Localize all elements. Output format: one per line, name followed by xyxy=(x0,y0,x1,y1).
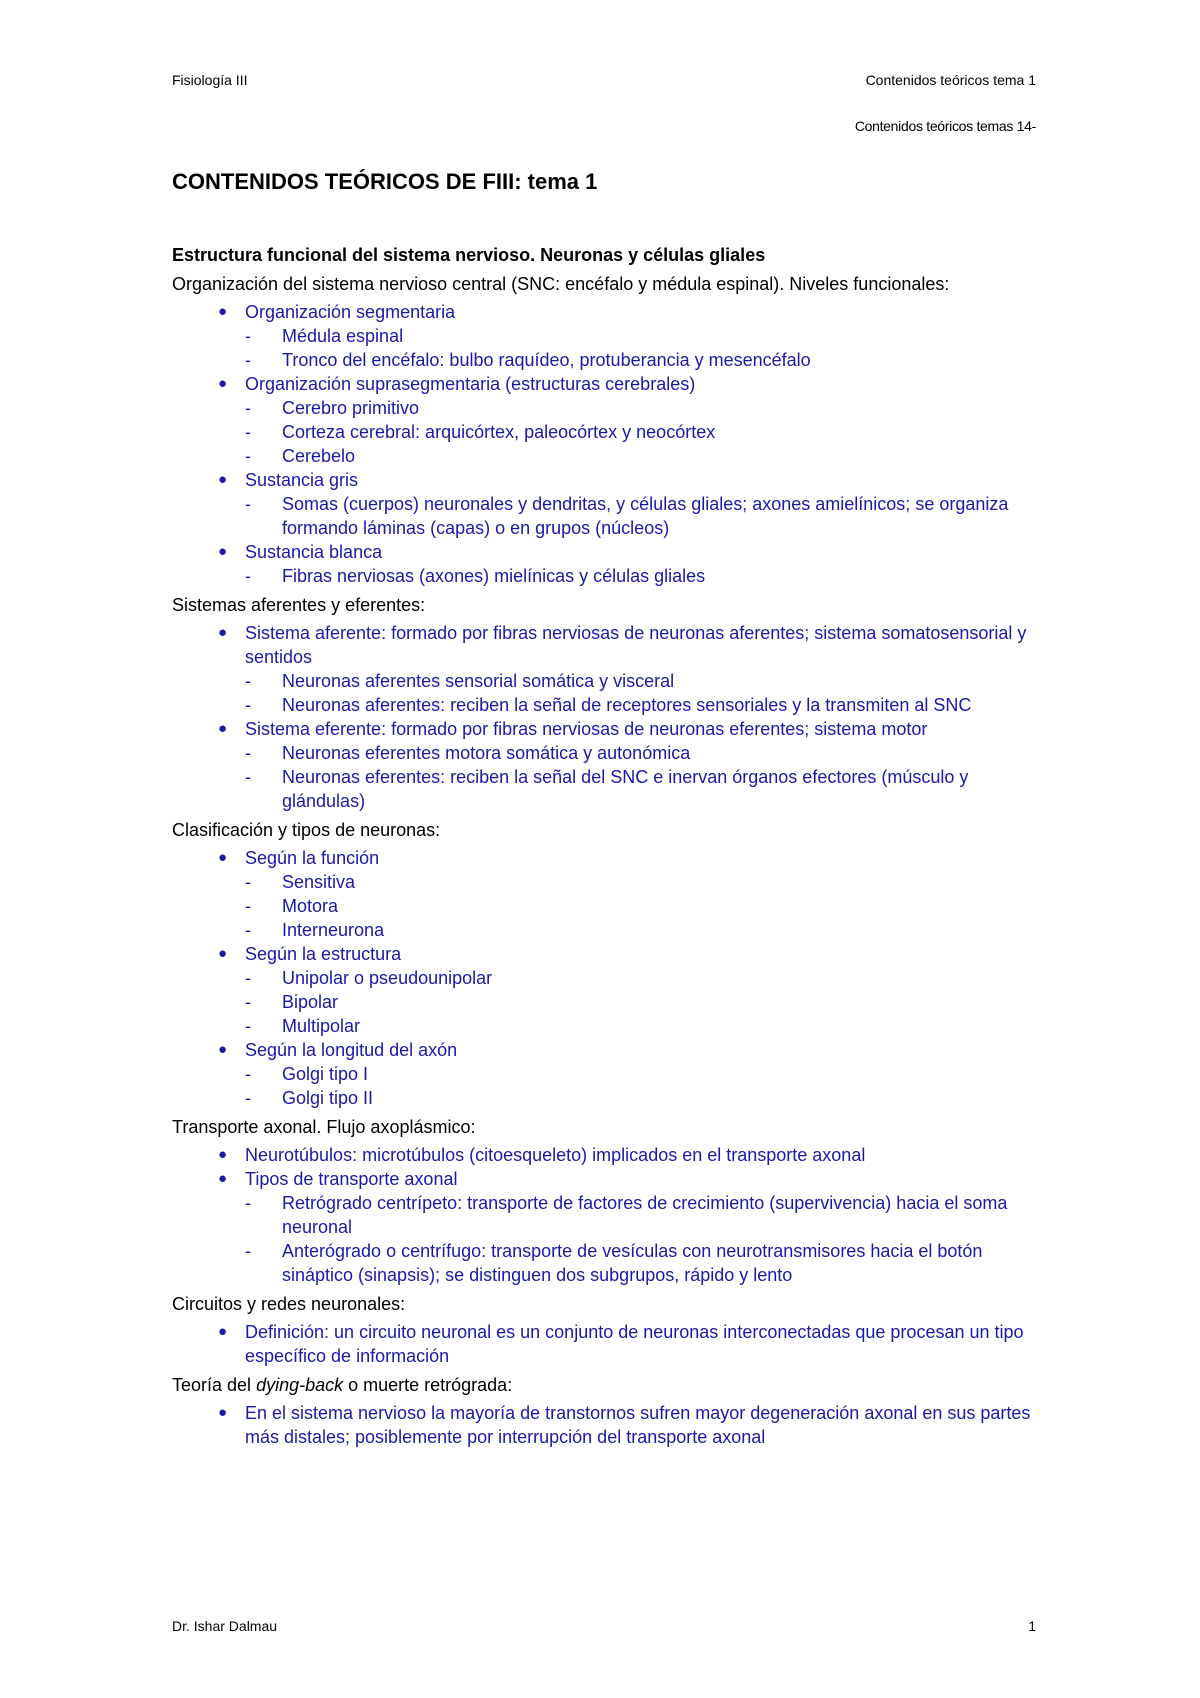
sub-list-item xyxy=(245,990,1034,1014)
sub-list-item xyxy=(245,348,1034,372)
list-item-text: Organización suprasegmentaria (estructuras cerebrales) xyxy=(245,374,696,394)
sub-list-item-text: Neuronas eferentes: reciben la señal del SNC e inervan órganos efectores (músculo y glándulas) xyxy=(282,767,969,811)
list-item xyxy=(172,846,1034,942)
topic-group xyxy=(172,593,1034,813)
list-item xyxy=(172,717,1034,813)
dash-icon: - xyxy=(245,1241,251,1261)
bullet-icon: ● xyxy=(218,1170,228,1187)
sub-list-item-text: Golgi tipo II xyxy=(282,1088,374,1108)
document-body xyxy=(172,168,1034,1449)
dash-icon: - xyxy=(245,1088,251,1108)
list-item-text: En el sistema nervioso la mayoría de transtornos sufren mayor degeneración axonal en sus partes más distales; posiblemente por interrupción del transporte axonal xyxy=(245,1403,1031,1447)
sub-list-item xyxy=(245,966,1034,990)
sub-list xyxy=(245,564,1034,588)
sub-list-item xyxy=(245,564,1034,588)
list-item-text: Sistema eferente: formado por fibras nerviosas de neuronas eferentes; sistema motor xyxy=(245,719,928,739)
page-title: CONTENIDOS TEÓRICOS DE FIII: tema 1 xyxy=(172,169,598,194)
topic-group xyxy=(172,818,1034,1110)
sub-list-item xyxy=(245,693,1034,717)
dash-icon: - xyxy=(245,326,251,346)
bullet-list xyxy=(172,621,1034,813)
footer-author: Dr. Ishar Dalmau xyxy=(172,1618,278,1634)
topic-group xyxy=(172,1292,1034,1368)
bullet-icon: ● xyxy=(218,1404,228,1421)
dash-icon: - xyxy=(245,671,251,691)
sub-list-item-text: Tronco del encéfalo: bulbo raquídeo, protuberancia y mesencéfalo xyxy=(282,350,811,370)
sub-list-item xyxy=(245,396,1034,420)
bullet-icon: ● xyxy=(218,849,228,866)
list-item xyxy=(172,1401,1034,1449)
dash-icon: - xyxy=(245,1064,251,1084)
list-item xyxy=(172,372,1034,468)
sub-list-item-text: Corteza cerebral: arquicórtex, paleocórtex y neocórtex xyxy=(282,422,716,442)
group-title-emphasis: dying-back xyxy=(256,1375,344,1395)
sub-list xyxy=(245,1062,1034,1110)
bullet-icon: ● xyxy=(218,471,228,488)
sub-list-item-text: Sensitiva xyxy=(282,872,356,892)
dash-icon: - xyxy=(245,350,251,370)
dash-icon: - xyxy=(245,920,251,940)
dash-icon: - xyxy=(245,566,251,586)
sub-list-item xyxy=(245,870,1034,894)
list-item-text: Tipos de transporte axonal xyxy=(245,1169,458,1189)
sub-list-item xyxy=(245,894,1034,918)
sub-list-item-text: Médula espinal xyxy=(282,326,404,346)
bullet-list xyxy=(172,1320,1034,1368)
topic-group xyxy=(172,1373,1034,1449)
sub-list-item xyxy=(245,420,1034,444)
sub-list-item xyxy=(245,1239,1034,1287)
dash-icon: - xyxy=(245,695,251,715)
list-item-text: Según la función xyxy=(245,848,380,868)
sub-list-item-text: Fibras nerviosas (axones) mielínicas y células gliales xyxy=(282,566,706,586)
sub-list xyxy=(245,396,1034,468)
topic-group xyxy=(172,300,1034,588)
dash-icon: - xyxy=(245,398,251,418)
bullet-icon: ● xyxy=(218,720,228,737)
sub-list-item xyxy=(245,1062,1034,1086)
list-item-text: Según la longitud del axón xyxy=(245,1040,458,1060)
dash-icon: - xyxy=(245,743,251,763)
sub-list-item xyxy=(245,324,1034,348)
group-title: Clasificación y tipos de neuronas: xyxy=(172,820,441,840)
group-title: Sistemas aferentes y eferentes: xyxy=(172,595,426,615)
sub-list-item-text: Neuronas eferentes motora somática y autonómica xyxy=(282,743,691,763)
sub-list-item xyxy=(245,492,1034,540)
list-item xyxy=(172,1038,1034,1110)
list-item xyxy=(172,300,1034,372)
sub-list-item-text: Neuronas aferentes: reciben la señal de receptores sensoriales y la transmiten al SNC xyxy=(282,695,972,715)
bullet-list xyxy=(172,1143,1034,1287)
dash-icon: - xyxy=(245,872,251,892)
dash-icon: - xyxy=(245,446,251,466)
header-left: Fisiología III xyxy=(172,72,248,88)
list-item xyxy=(172,621,1034,717)
dash-icon: - xyxy=(245,1193,251,1213)
sub-list xyxy=(245,1191,1034,1287)
sub-list-item xyxy=(245,765,1034,813)
sub-list-item-text: Interneurona xyxy=(282,920,385,940)
sub-list-item-text: Unipolar o pseudounipolar xyxy=(282,968,493,988)
sub-list-item xyxy=(245,444,1034,468)
bullet-icon: ● xyxy=(218,303,228,320)
section-title: Estructura funcional del sistema nervioso. Neuronas y células gliales xyxy=(172,245,766,265)
list-item xyxy=(172,942,1034,1038)
sub-list-item xyxy=(245,1086,1034,1110)
dash-icon: - xyxy=(245,1016,251,1036)
header-subtitle: Contenidos teóricos temas 14- xyxy=(854,118,1036,134)
dash-icon: - xyxy=(245,992,251,1012)
dash-icon: - xyxy=(245,968,251,988)
group-title xyxy=(172,1373,1034,1397)
list-item-text: Sustancia gris xyxy=(245,470,359,490)
sub-list-item-text: Bipolar xyxy=(282,992,339,1012)
dash-icon: - xyxy=(245,422,251,442)
topic-groups xyxy=(172,300,1034,1449)
list-item xyxy=(172,1143,1034,1167)
header-right: Contenidos teóricos tema 1 xyxy=(865,72,1036,88)
list-item-text: Definición: un circuito neuronal es un conjunto de neuronas interconectadas que procesan un tipo específico de información xyxy=(245,1322,1024,1366)
sub-list-item-text: Cerebro primitivo xyxy=(282,398,420,418)
bullet-icon: ● xyxy=(218,1041,228,1058)
sub-list-item xyxy=(245,741,1034,765)
bullet-icon: ● xyxy=(218,1146,228,1163)
sub-list-item-text: Neuronas aferentes sensorial somática y visceral xyxy=(282,671,675,691)
sub-list xyxy=(245,870,1034,942)
bullet-list xyxy=(172,1401,1034,1449)
list-item-text: Organización segmentaria xyxy=(245,302,456,322)
group-title-part: o muerte retrógrada: xyxy=(343,1375,513,1395)
bullet-icon: ● xyxy=(218,375,228,392)
sub-list-item xyxy=(245,669,1034,693)
bullet-icon: ● xyxy=(218,945,228,962)
topic-group xyxy=(172,1115,1034,1287)
sub-list xyxy=(245,741,1034,813)
sub-list-item xyxy=(245,1191,1034,1239)
sub-list-item-text: Anterógrado o centrífugo: transporte de vesículas con neurotransmisores hacia el botón sináptico (sinapsis); se distinguen dos subgrupos, rápido y lento xyxy=(282,1241,983,1285)
bullet-icon: ● xyxy=(218,624,228,641)
page-number: 1 xyxy=(1028,1618,1036,1634)
sub-list-item xyxy=(245,918,1034,942)
list-item xyxy=(172,1167,1034,1287)
sub-list-item-text: Somas (cuerpos) neuronales y dendritas, y células gliales; axones amielínicos; se organiza formando láminas (capas) o en grupos (núcleos) xyxy=(282,494,1009,538)
sub-list xyxy=(245,966,1034,1038)
sub-list-item-text: Golgi tipo I xyxy=(282,1064,369,1084)
list-item xyxy=(172,468,1034,540)
sub-list-item xyxy=(245,1014,1034,1038)
bullet-icon: ● xyxy=(218,543,228,560)
group-title: Circuitos y redes neuronales: xyxy=(172,1294,406,1314)
sub-list-item-text: Multipolar xyxy=(282,1016,361,1036)
dash-icon: - xyxy=(245,494,251,514)
bullet-list xyxy=(172,300,1034,588)
sub-list xyxy=(245,492,1034,540)
dash-icon: - xyxy=(245,896,251,916)
sub-list-item-text: Cerebelo xyxy=(282,446,356,466)
sub-list-item-text: Motora xyxy=(282,896,339,916)
sub-list xyxy=(245,669,1034,717)
list-item-text: Sustancia blanca xyxy=(245,542,383,562)
dash-icon: - xyxy=(245,767,251,787)
group-title: Transporte axonal. Flujo axoplásmico: xyxy=(172,1117,476,1137)
list-item-text: Sistema aferente: formado por fibras nerviosas de neuronas aferentes; sistema somatosensorial y sentidos xyxy=(245,623,1027,667)
list-item-text: Según la estructura xyxy=(245,944,402,964)
section-intro: Organización del sistema nervioso central (SNC: encéfalo y médula espinal). Niveles funcionales: xyxy=(172,274,950,294)
list-item xyxy=(172,1320,1034,1368)
group-title-part: Teoría del xyxy=(172,1375,257,1395)
bullet-list xyxy=(172,846,1034,1110)
bullet-icon: ● xyxy=(218,1323,228,1340)
sub-list xyxy=(245,324,1034,372)
list-item xyxy=(172,540,1034,588)
list-item-text: Neurotúbulos: microtúbulos (citoesqueleto) implicados en el transporte axonal xyxy=(245,1145,866,1165)
sub-list-item-text: Retrógrado centrípeto: transporte de factores de crecimiento (supervivencia) hacia el soma neuronal xyxy=(282,1193,1008,1237)
